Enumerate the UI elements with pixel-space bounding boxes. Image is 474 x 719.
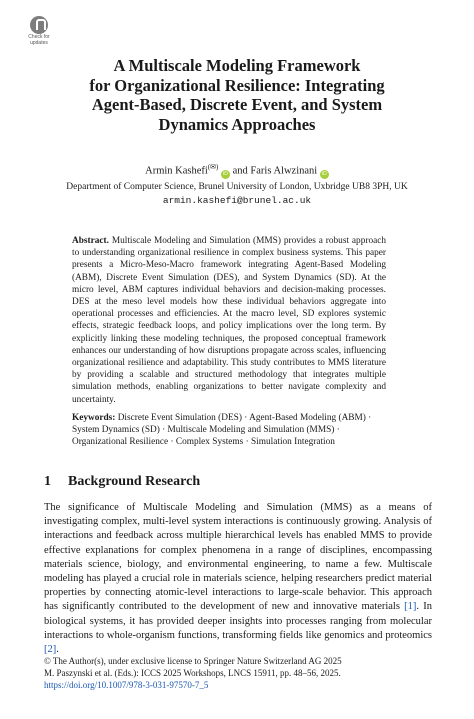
citation-link[interactable]: [2] [44,644,57,656]
copyright-line: © The Author(s), under exclusive license to Springer Nature Switzerland AG 2025 [44,656,342,666]
section-heading [44,474,200,490]
abstract [72,235,386,406]
orcid-icon[interactable]: iD [320,170,329,179]
badge-line1: Check for [28,34,50,40]
title-line-4: Dynamics Approaches [158,114,316,134]
keywords-label: Keywords: [72,413,116,423]
title-line-1: A Multiscale Modeling Framework [113,56,361,75]
title-line-3: Agent-Based, Discrete Event, and System [91,95,383,114]
author-email[interactable]: armin.kashefi@brunel.ac.uk [162,195,312,206]
author-list [0,163,474,179]
paper-title [0,56,474,134]
affiliation [0,181,474,207]
orcid-icon[interactable]: iD [221,170,230,179]
author-name: Faris Alwzinani [250,165,318,177]
citation-link[interactable]: [1] [404,601,417,613]
check-for-updates-badge[interactable] [24,16,54,48]
badge-line2: updates [30,40,48,46]
footer [44,656,342,691]
title-line-2: for Organizational Resilience: Integrating [89,75,385,95]
doi-link[interactable]: https://doi.org/10.1007/978-3-031-97570-7_5 [44,679,209,690]
abstract-text: Multiscale Modeling and Simulation (MMS) provides a robust approach to understanding organizational resilience in complex business systems. This paper presents a Micro-Meso-Macro framework integrating Agent-Based Modeling (ABM), Discrete Event Simulation (DES), and System Dynamics (SD). At the micro level, ABM captures individual behaviors and decision-making processes. DES at the meso level models how these individual behaviors aggregate into operational processes and efficiencies. At the macro level, SD explores systemic effects, strategic feedback loops, and policy implications over the long term. By explicitly linking these modeling techniques, the proposed conceptual framework enhances our understanding of how disruptions propagate across scales, influencing organizational resilience and adaptability. This study contributes to MMS literature by providing a scalable and structured methodology that integrates multiple simulation methods, enabling organizations to better navigate complexity and uncertainty. [72,236,386,405]
body-text: The significance of Multiscale Modeling and Simulation (MMS) as a means of investigating complex, multi-level system interactions is continuously growing. Analysis of interactions and feedback across multiple hierarchical levels has enabled MMS to provide effective explanations for complex phenomena in a range of disciplines, encompassing materials science, biology, and environmental engineering, to name a few. Multiscale modeling has played a crucial role in materials science, helping researchers predict material properties by connecting atomic-level interactions to large-scale behavior. This approach has significantly contributed to the development of new and innovative materials [44,502,432,613]
keywords [72,412,388,449]
body-text: . In biological systems, it has provided deeper insights into processes ranging from molecular interactions to whole-organism functions, transforming fields like genomics and proteomics [44,601,432,641]
author-name: Armin Kashefi [145,165,208,177]
proceedings-line: M. Paszynski et al. (Eds.): ICCS 2025 Workshops, LNCS 15911, pp. 48–56, 2025. [44,667,341,678]
abstract-label: Abstract. [72,236,109,246]
body-paragraph [44,501,432,657]
author-connector: and [230,165,251,177]
bookmark-icon [30,16,48,34]
keywords-text: Discrete Event Simulation (DES) · Agent-Based Modeling (ABM) · System Dynamics (SD) · Multiscale Modeling and Simulation (MMS) · Organizational Resilience · Complex Systems · Simulation Integration [72,413,372,448]
section-number: 1 [44,474,51,489]
section-title: Background Research [68,474,201,489]
affiliation-department: Department of Computer Science, Brunel University of London, Uxbridge UB8 3PH, UK [66,182,408,192]
body-text: . [56,644,59,656]
corresponding-mark: (✉) [207,163,219,171]
